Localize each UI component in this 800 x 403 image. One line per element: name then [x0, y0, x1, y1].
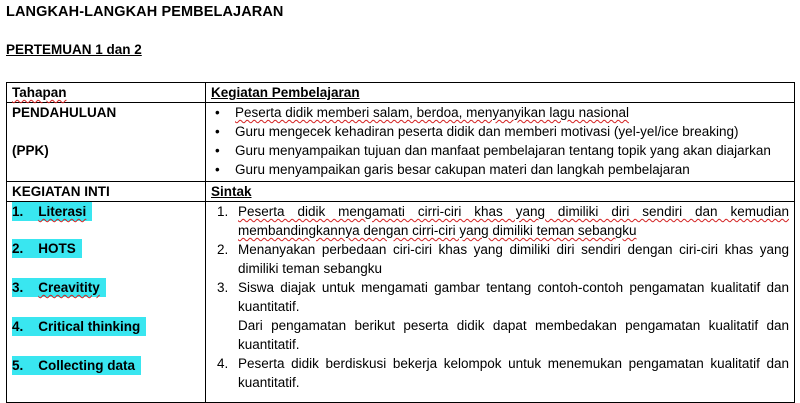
inti-content-row	[7, 202, 795, 403]
step-number: 3.	[217, 280, 229, 295]
stage-number: 3.	[12, 280, 24, 295]
header-tahapan	[7, 83, 206, 103]
list-item	[211, 122, 789, 141]
step-number: 4.	[217, 356, 229, 371]
pendahuluan-row	[7, 103, 795, 182]
list-item	[211, 160, 789, 179]
list-item-text: Guru menyampaikan tujuan dan manfaat pembelajaran tentang topik yang akan diajarkan	[235, 143, 771, 158]
step-text: Dari pengamatan berikut peserta didik dapat membedakan pengamatan kualitatif dan kuantitatif.	[238, 318, 789, 352]
pendahuluan-activities	[206, 103, 795, 182]
list-item	[211, 316, 789, 354]
sintak-label: Sintak	[211, 184, 252, 199]
stage-number: 1.	[12, 204, 24, 219]
step-text: Peserta didik mengamati cirri-ciri khas yang dimiliki diri sendiri dan kemudian membandingkannya dengan cirri-ciri yang dimiliki teman sebangku	[238, 204, 789, 238]
step-text: Peserta didik berdiskusi bekerja kelompok untuk menemukan pengamatan kualitatif dan kuantitatif.	[238, 356, 789, 390]
list-item-text: Guru menyampaikan garis besar cakupan materi dan langkah pembelajaran	[235, 162, 690, 177]
stage-label: HOTS	[38, 241, 76, 256]
header-kegiatan-text: Kegiatan Pembelajaran	[211, 85, 360, 100]
stage-number: 4.	[12, 319, 24, 334]
steps-list	[211, 202, 789, 392]
sintak-cell	[206, 182, 795, 202]
stage-item	[12, 239, 200, 278]
pendahuluan-label: PENDAHULUAN	[12, 105, 117, 120]
stage-item	[12, 356, 200, 395]
list-item	[211, 141, 789, 160]
stage-highlight	[12, 239, 82, 258]
stage-highlight	[12, 317, 146, 336]
inti-header-row	[7, 182, 795, 202]
stage-number: 5.	[12, 358, 24, 373]
stage-number: 2.	[12, 241, 24, 256]
step-number: 2.	[217, 242, 229, 257]
list-item	[211, 103, 789, 122]
inti-steps-cell	[206, 202, 795, 403]
stage-label: Collecting data	[38, 358, 136, 373]
stage-label: Critical thinking	[38, 319, 141, 334]
stage-item	[12, 278, 200, 317]
lesson-steps-table	[6, 82, 795, 403]
list-item	[211, 202, 789, 240]
header-tahapan-text: Tahapan	[12, 85, 67, 100]
stage-item	[12, 317, 200, 356]
step-number: 1.	[217, 204, 229, 219]
meeting-heading: PERTEMUAN 1 dan 2	[6, 42, 142, 57]
inti-stages-cell	[7, 202, 206, 403]
inti-label-cell: KEGIATAN INTI	[7, 182, 206, 202]
stage-highlight	[12, 202, 92, 221]
list-item-text: Guru mengecek kehadiran peserta didik dan memberi motivasi (yel-yel/ice breaking)	[235, 124, 739, 139]
stage-item	[12, 202, 200, 239]
stage-highlight	[12, 278, 106, 297]
table-header-row	[7, 83, 795, 103]
stage-label: Literasi	[38, 204, 87, 219]
stage-highlight	[12, 356, 141, 375]
pendahuluan-list	[211, 103, 789, 179]
pendahuluan-cell	[7, 103, 206, 182]
stage-label: Creavitity	[38, 280, 100, 295]
header-kegiatan	[206, 83, 795, 103]
list-item	[211, 278, 789, 316]
list-item	[211, 354, 789, 392]
step-text: Siswa diajak untuk mengamati gambar tentang contoh-contoh pengamatan kualitatif dan kuantitatif.	[238, 280, 789, 314]
list-item-text: Peserta didik memberi salam, berdoa, menyanyikan lagu nasional	[235, 105, 629, 120]
pendahuluan-sub: (PPK)	[12, 143, 49, 158]
document-title: LANGKAH-LANGKAH PEMBELAJARAN	[6, 4, 284, 20]
list-item	[211, 240, 789, 278]
step-text: Menanyakan perbedaan ciri-ciri khas yang dimiliki diri sendiri dengan ciri-ciri khas yang dimiliki teman sebangku	[238, 242, 789, 276]
